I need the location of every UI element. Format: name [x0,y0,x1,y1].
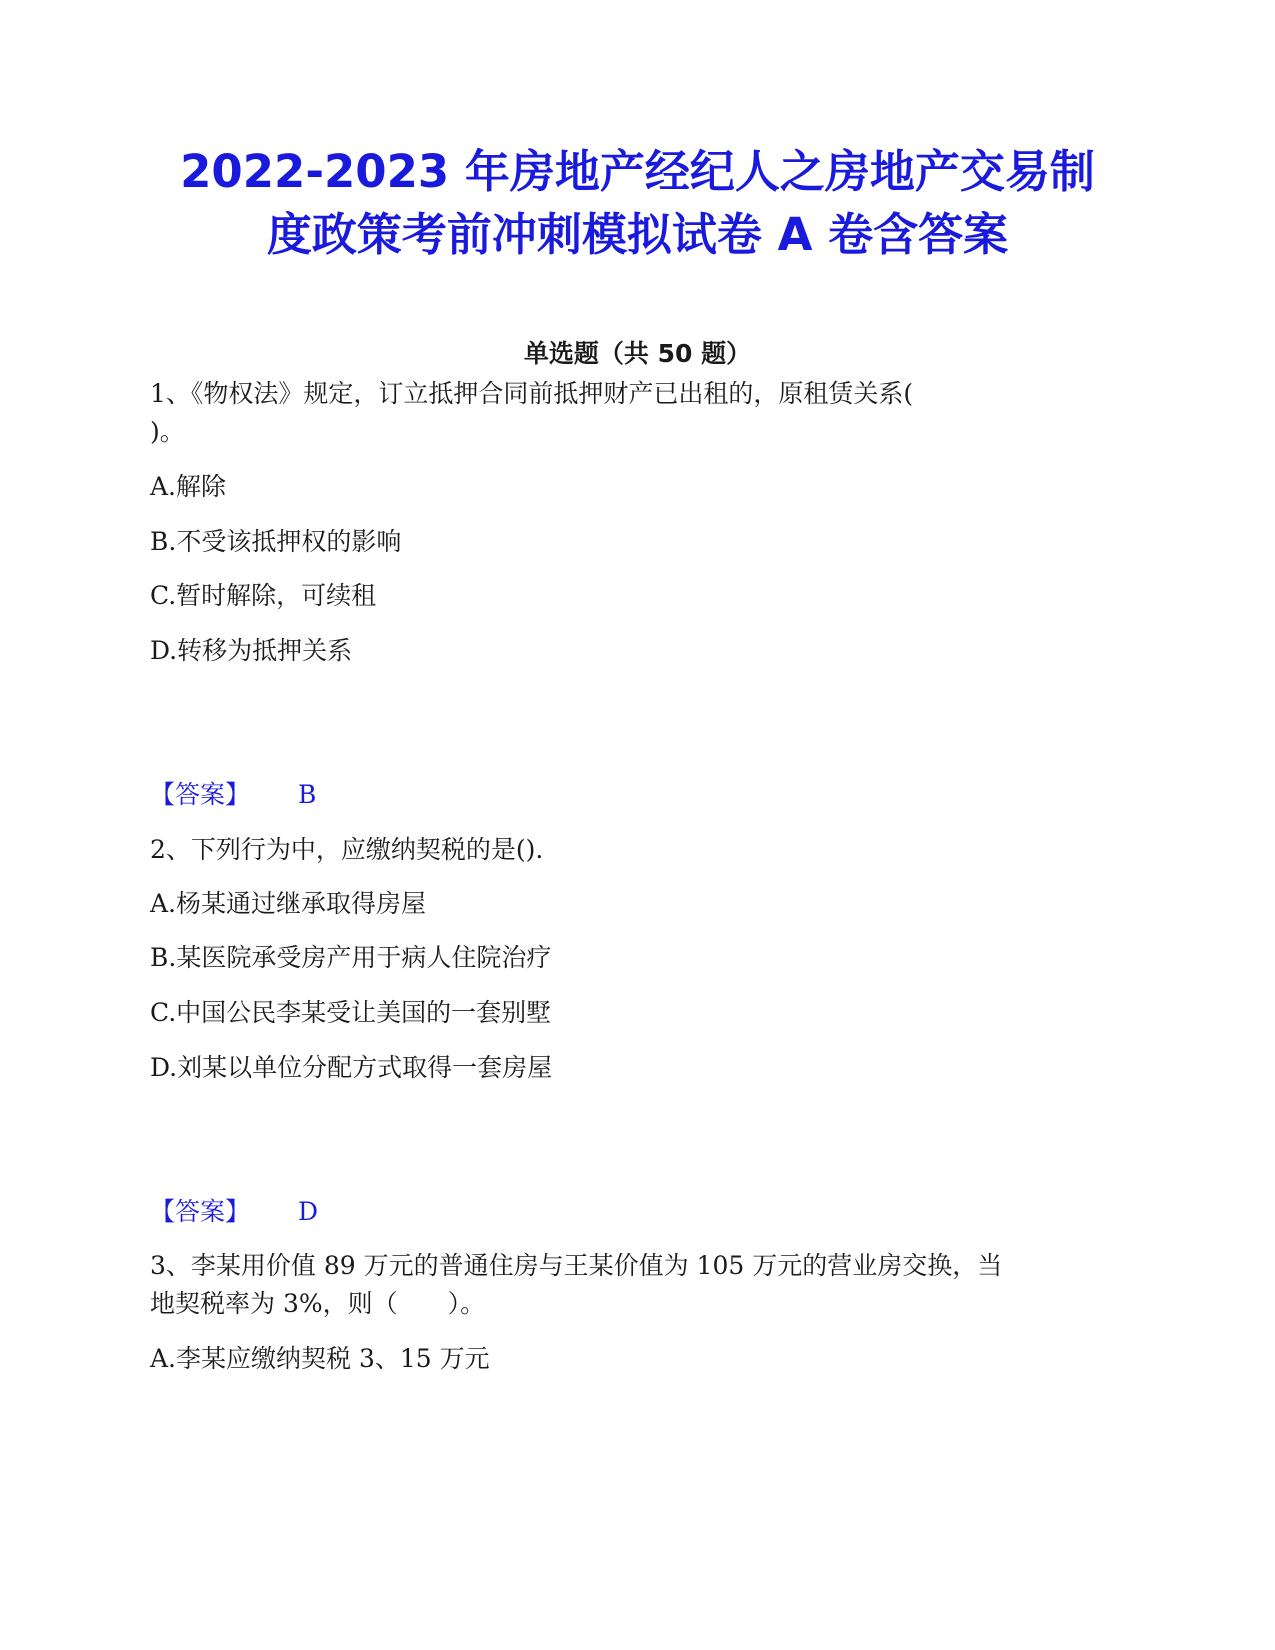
question-3-option-a: A.李某应缴纳契税 3、15 万元 [150,1344,490,1373]
question-2-line-1: 2、下列行为中，应缴纳契税的是(). [150,835,544,864]
question-2-option-c: C.中国公民李某受让美国的一套别墅 [150,998,552,1027]
answer-label: 【答案】 [150,1197,251,1226]
question-1-line-1: 1、《物权法》规定，订立抵押合同前抵押财产已出租的，原租赁关系( [150,379,914,408]
section-heading: 单选题（共 50 题） [523,339,752,368]
answer-value: D [298,1197,319,1226]
question-1-option-d: D.转移为抵押关系 [150,636,353,665]
title-line-1: 2022-2023 年房地产经纪人之房地产交易制 [180,145,1095,198]
question-1-option-b: B.不受该抵押权的影响 [150,527,402,556]
answer-value: B [298,780,317,809]
question-1-text [150,375,1120,451]
question-3-text [150,1247,1120,1323]
question-2-option-d: D.刘某以单位分配方式取得一套房屋 [150,1053,553,1082]
question-3-line-1: 3、李某用价值 89 万元的普通住房与王某价值为 105 万元的营业房交换，当 [150,1251,1003,1280]
question-1-option-a: A.解除 [150,472,227,501]
title-line-2: 度政策考前冲刺模拟试卷 A 卷含答案 [266,208,1009,261]
document-title [120,140,1155,266]
question-2-answer [150,1196,318,1228]
question-2-option-b: B.某医院承受房产用于病人住院治疗 [150,943,552,972]
question-2-option-a: A.杨某通过继承取得房屋 [150,889,427,918]
answer-label: 【答案】 [150,780,251,809]
question-1-line-2: )。 [150,417,185,446]
question-1-answer [150,779,316,811]
question-2-text [150,831,1120,869]
question-1-option-c: C.暂时解除，可续租 [150,581,377,610]
question-3-line-2: 地契税率为 3%，则（ ）。 [150,1289,486,1318]
